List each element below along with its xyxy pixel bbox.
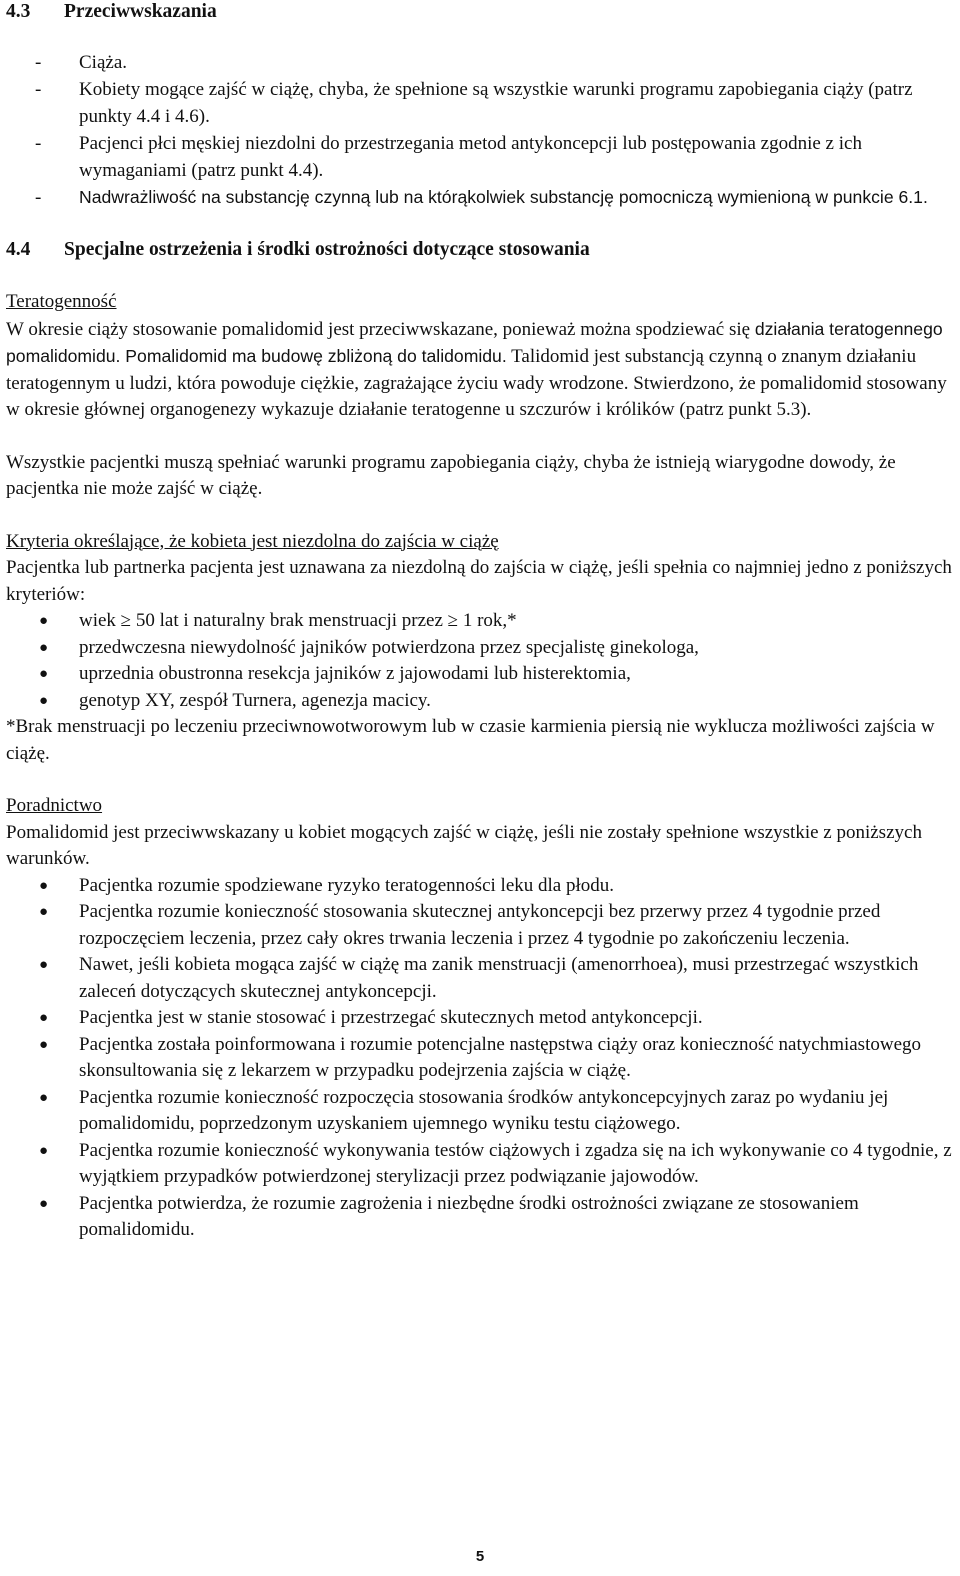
section-4-4-number: 4.4 [6, 239, 31, 260]
list-item: ● Pacjentka potwierdza, że rozumie zagrożenia i niezbędne środki ostrożności związane ze stosowaniem pomalidomidu. [39, 1192, 859, 1240]
criteria-note: *Brak menstruacji po leczeniu przeciwnowotworowym lub w czasie karmienia piersią nie wyklucza możliwości zajścia w ciążę. [6, 716, 935, 764]
list-item: ● Pacjentka rozumie spodziewane ryzyko teratogenności leku dla płodu. [39, 874, 614, 896]
criteria-intro: Pacjentka lub partnerka pacjenta jest uznawana za niezdolną do zajścia w ciążę, jeśli spełnia co najmniej jedno z poniższych kryteriów: [6, 557, 952, 605]
list-item: ● Pacjentka rozumie konieczność rozpoczęcia stosowania środków antykoncepcyjnych zaraz po wydaniu jej pomalidomidu, poprzedzonym uzyskaniem ujemnego wyniku testu ciążowego. [39, 1086, 889, 1134]
contraindications-list [6, 49, 954, 211]
list-item: - Kobiety mogące zajść w ciążę, chyba, że spełnione są wszystkie warunki programu zapobiegania ciąży (patrz punkty 4.4 i 4.6). [35, 79, 913, 127]
counseling-title: Poradnictwo [6, 795, 103, 816]
section-4-4-heading [6, 237, 954, 263]
list-item: ● uprzednia obustronna resekcja jajników z jajowodami lub histerektomia, [39, 663, 631, 684]
section-4-4-title: Specjalne ostrzeżenia i środki ostrożności dotyczące stosowania [64, 239, 590, 260]
criteria-title: Kryteria określające, że kobieta jest niezdolna do zajścia w ciążę [6, 530, 499, 552]
list-item: ● przedwczesna niewydolność jajników potwierdzona przez specjalistę ginekologa, [39, 636, 699, 658]
teratogenicity-title: Teratogenność [6, 291, 117, 312]
list-item: - Ciąża. [35, 52, 128, 73]
list-item: ● Pacjentka rozumie konieczność wykonywania testów ciążowych i zgadza się na ich wykonywanie co 4 tygodnie, z wyjątkiem przypadków potwierdzonej sterylizacji przez podwiązanie jajowodów. [39, 1139, 952, 1187]
criteria-section [6, 529, 954, 768]
section-4-3-title: Przeciwwskazania [64, 1, 217, 22]
list-item: - Pacjenci płci męskiej niezdolni do przestrzegania metod antykoncepcji lub postępowania zgodnie z ich wymaganiami (patrz punkt 4.4). [35, 133, 862, 181]
criteria-list [6, 608, 954, 714]
page-number: 5 [475, 1548, 485, 1565]
list-item: ● Pacjentka rozumie konieczność stosowania skutecznej antykoncepcji bez przerwy przez 4 tygodnie przed rozpoczęciem leczenia, przez cały okres trwania leczenia i przez 4 tygodnie po zakończeniu leczenia. [39, 901, 881, 949]
counseling-list [6, 873, 954, 1244]
list-item: ● Pacjentka została poinformowana i rozumie potencjalne następstwa ciąży oraz konieczność natychmiastowego skonsultowania się z lekarzem w przypadku podejrzenia zajścia w ciążę. [39, 1033, 922, 1081]
counseling-section [6, 793, 954, 1244]
section-4-3-heading [6, 0, 954, 25]
list-item: ● genotyp XY, zespół Turnera, agenezja macicy. [39, 689, 431, 711]
program-paragraph: Wszystkie pacjentki muszą spełniać warunki programu zapobiegania ciąży, chyba że istnieją wiarygodne dowody, że pacjentka nie może zajść w ciążę. [6, 451, 896, 499]
counseling-intro: Pomalidomid jest przeciwwskazany u kobiet mogących zajść w ciążę, jeśli nie zostały spełnione wszystkie z poniższych warunków. [6, 821, 922, 869]
teratogenicity-paragraph: W okresie ciąży stosowanie pomalidomid jest przeciwwskazane, ponieważ można spodziewać się działania teratogennego pomalidomidu. Pomalidomid ma budowę zbliżoną do talidomidu. Talidomid jest substancją czynną o znanym działaniu teratogennym u ludzi, która powoduje ciężkie, zagrażające życiu wady wrodzone. Stwierdzono, że pomalidomid stosowany w okresie głównej organogenezy wykazuje działanie teratogenne u szczurów i królików (patrz punkt 5.3). [6, 318, 947, 420]
document-page [6, 0, 954, 1244]
list-item: - Nadwrażliwość na substancję czynną lub na którąkolwiek substancję pomocniczą wymienioną w punkcie 6.1. [35, 187, 928, 208]
list-item: ● wiek ≥ 50 lat i naturalny brak menstruacji przez ≥ 1 rok,* [39, 610, 517, 631]
list-item: ● Nawet, jeśli kobieta mogąca zajść w ciążę ma zanik menstruacji (amenorrhoea), musi przestrzegać wszystkich zaleceń dotyczących skutecznej antykoncepcji. [39, 954, 919, 1002]
teratogenicity-section [6, 289, 954, 503]
list-item: ● Pacjentka jest w stanie stosować i przestrzegać skutecznych metod antykoncepcji. [39, 1007, 703, 1028]
section-4-3-number: 4.3 [6, 1, 31, 22]
